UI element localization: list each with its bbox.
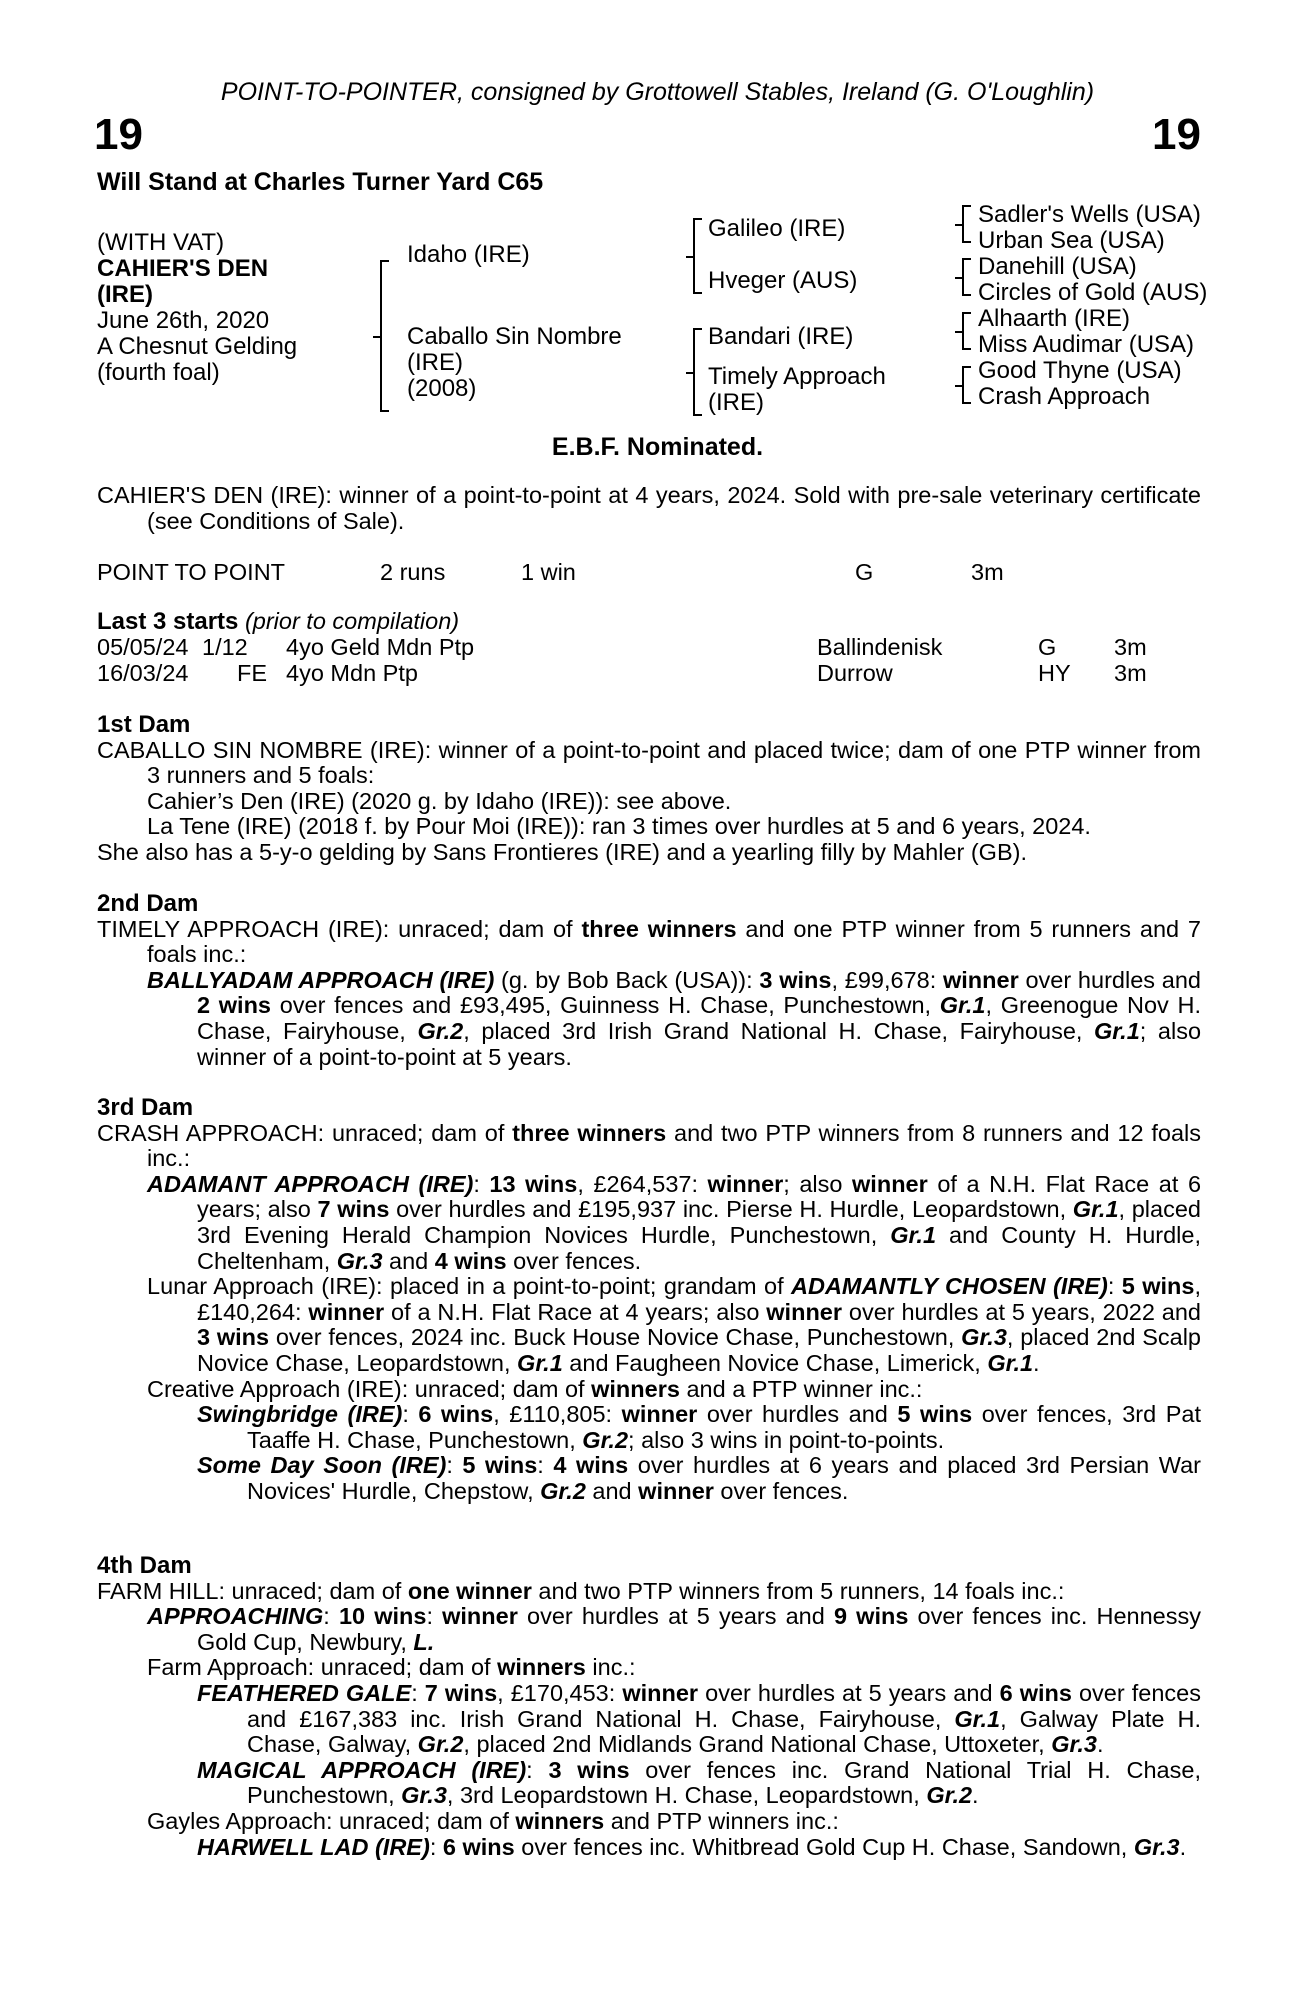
gen3-5: Alhaarth (IRE) bbox=[978, 305, 1131, 332]
dam-dam bbox=[708, 364, 886, 416]
dam-country: (IRE) bbox=[407, 349, 463, 376]
race-distance: 3m bbox=[1114, 634, 1147, 660]
pedigree-brace-7 bbox=[962, 366, 971, 404]
produce-entry: FEATHERED GALE: 7 wins, £170,453: winner over hurdles at 5 years and 6 wins over fences and £167,383 inc. Irish Grand National H. Chase, Fairyhouse, Gr.1, Galway Plate H. Chase, Galway, Gr.2, placed 2nd Midlands Grand National Chase, Uttoxeter, Gr.3. bbox=[197, 1679, 1201, 1758]
pedigree-brace-4 bbox=[962, 205, 971, 243]
gen3-6: Miss Audimar (USA) bbox=[978, 331, 1195, 358]
dam-note: She also has a 5-y-o gelding by Sans Frontieres (IRE) and a yearling filly by Mahler (GB). bbox=[97, 838, 1027, 865]
lot-number-left: 19 bbox=[94, 110, 143, 159]
race-going: HY bbox=[1038, 660, 1071, 686]
gen3-3: Danehill (USA) bbox=[978, 253, 1137, 280]
stand-location: Will Stand at Charles Turner Yard C65 bbox=[97, 168, 544, 196]
sire-dam: Hveger (AUS) bbox=[708, 267, 858, 294]
last-starts-note: (prior to compilation) bbox=[244, 608, 460, 634]
produce-entry: MAGICAL APPROACH (IRE): 3 wins over fences inc. Grand National Trial H. Chase, Punchestown, Gr.3, 3rd Leopardstown H. Chase, Leopardstown, Gr.2. bbox=[197, 1756, 1201, 1809]
dam-paragraph: CABALLO SIN NOMBRE (IRE): winner of a point-to-point and placed twice; dam of one PTP winner from 3 runners and 5 foals: bbox=[97, 736, 1201, 789]
race-position: 1/12 bbox=[202, 634, 248, 660]
section-heading: 4th Dam bbox=[97, 1552, 192, 1579]
first-dam-section bbox=[97, 712, 1201, 866]
dam-dam-country: (IRE) bbox=[708, 389, 764, 416]
produce-entry: Cahier’s Den (IRE) (2020 g. by Idaho (IRE)): see above. bbox=[147, 787, 732, 814]
stats-wins: 1 win bbox=[521, 559, 576, 585]
last-starts-title: Last 3 starts bbox=[97, 608, 239, 635]
produce-entry: ADAMANT APPROACH (IRE): 13 wins, £264,537: winner; also winner of a N.H. Flat Race at 6 years; also 7 wins over hurdles and £195,937 inc. Pierse H. Hurdle, Leopardstown, Gr.1, placed 3rd Evening Herald Champion Novices Hurdle, Punchestown, Gr.1 and County H. Hurdle, Cheltenham, Gr.3 and 4 wins over fences. bbox=[147, 1170, 1202, 1274]
pedigree-brace-5 bbox=[962, 258, 971, 296]
gen3-8: Crash Approach bbox=[978, 383, 1151, 410]
third-dam-section bbox=[97, 1095, 1201, 1505]
produce-entry: APPROACHING: 10 wins: winner over hurdles at 5 years and 9 wins over fences inc. Hennessy Gold Cup, Newbury, L. bbox=[147, 1603, 1201, 1655]
pedigree-brace-6 bbox=[962, 312, 971, 350]
summary-text: CAHIER'S DEN (IRE): winner of a point-to-point at 4 years, 2024. Sold with pre-sale veterinary certificate (see Conditions of Sale). bbox=[97, 482, 1201, 534]
gen3-1: Sadler's Wells (USA) bbox=[978, 201, 1201, 228]
produce-entry: Creative Approach (IRE): unraced; dam of winners and a PTP winner inc.: bbox=[147, 1375, 923, 1402]
lot-header: POINT-TO-POINTER, consigned by Grottowell Stables, Ireland (G. O'Loughlin) bbox=[220, 78, 1095, 106]
pedigree-brace-1 bbox=[380, 260, 389, 412]
section-heading: 3rd Dam bbox=[97, 1094, 194, 1121]
horse-country: (IRE) bbox=[97, 281, 153, 308]
horse-info bbox=[97, 230, 297, 386]
produce-entry: Gayles Approach: unraced; dam of winners and PTP winners inc.: bbox=[147, 1807, 839, 1834]
dam-dam-name: Timely Approach bbox=[708, 363, 886, 390]
horse-dob: June 26th, 2020 bbox=[97, 307, 270, 334]
gen3-7: Good Thyne (USA) bbox=[978, 357, 1182, 384]
race-position: FE bbox=[237, 660, 268, 686]
dam bbox=[407, 324, 622, 402]
vat-note: (WITH VAT) bbox=[97, 229, 225, 256]
dam-name: Caballo Sin Nombre bbox=[407, 323, 622, 350]
produce-entry: Swingbridge (IRE): 6 wins, £110,805: winner over hurdles and 5 wins over fences, 3rd Pat Taaffe H. Chase, Punchestown, Gr.2; also 3 wins in point-to-points. bbox=[197, 1401, 1201, 1453]
race-course: Ballindenisk bbox=[817, 634, 943, 660]
stats-runs: 2 runs bbox=[380, 559, 446, 585]
pedigree-gen3 bbox=[978, 202, 1207, 410]
dam-paragraph: TIMELY APPROACH (IRE): unraced; dam of three winners and one PTP winner from 5 runners and 7 foals inc.: bbox=[97, 915, 1202, 968]
pedigree-brace-3 bbox=[693, 328, 702, 416]
race-distance: 3m bbox=[1114, 660, 1147, 686]
stats-distance: 3m bbox=[971, 559, 1004, 585]
stats-type: POINT TO POINT bbox=[97, 559, 286, 585]
dam-paragraph: FARM HILL: unraced; dam of one winner and two PTP winners from 5 runners, 14 foals inc.: bbox=[97, 1577, 1065, 1604]
sire: Idaho (IRE) bbox=[407, 241, 530, 268]
section-heading: 1st Dam bbox=[97, 711, 191, 738]
produce-entry: Lunar Approach (IRE): placed in a point-to-point; grandam of ADAMANTLY CHOSEN (IRE): 5 wins, £140,264: winner of a N.H. Flat Race at 4 years; also winner over hurdles at 5 years, 2022 and 3 wins over fences, 2024 inc. Buck House Novice Chase, Punchestown, Gr.3, placed 2nd Scalp Novice Chase, Leopardstown, Gr.1 and Faugheen Novice Chase, Limerick, Gr.1. bbox=[147, 1273, 1202, 1376]
dam-sire: Bandari (IRE) bbox=[708, 323, 854, 350]
produce-entry: Some Day Soon (IRE): 5 wins: 4 wins over hurdles at 6 years and placed 3rd Persian War Novices' Hurdle, Chepstow, Gr.2 and winner over fences. bbox=[197, 1452, 1201, 1504]
sire-sire: Galileo (IRE) bbox=[708, 215, 846, 242]
lot-number-right: 19 bbox=[1152, 110, 1201, 159]
race-date: 16/03/24 bbox=[97, 660, 189, 686]
ebf-nominated: E.B.F. Nominated. bbox=[551, 433, 764, 461]
stats-going: G bbox=[855, 559, 874, 585]
foal-number: (fourth foal) bbox=[97, 359, 220, 386]
gen3-4: Circles of Gold (AUS) bbox=[978, 279, 1208, 306]
dam-year: (2008) bbox=[407, 375, 477, 402]
race-name: 4yo Geld Mdn Ptp bbox=[286, 634, 475, 660]
horse-summary bbox=[97, 483, 1201, 534]
last-starts-heading bbox=[97, 609, 459, 635]
dam-paragraph: CRASH APPROACH: unraced; dam of three winners and two PTP winners from 8 runners and 12 foals inc.: bbox=[97, 1119, 1202, 1172]
produce-entry: BALLYADAM APPROACH (IRE) (g. by Bob Back (USA)): 3 wins, £99,678: winner over hurdles and 2 wins over fences and £93,495, Guinness H. Chase, Punchestown, Gr.1, Greenogue Nov H. Chase, Fairyhouse, Gr.2, placed 3rd Irish Grand National H. Chase, Fairyhouse, Gr.1; also winner of a point-to-point at 5 years. bbox=[147, 966, 1202, 1070]
section-heading: 2nd Dam bbox=[97, 890, 199, 917]
second-dam-section bbox=[97, 891, 1201, 1070]
pedigree-brace-2 bbox=[693, 218, 702, 294]
race-date: 05/05/24 bbox=[97, 634, 189, 660]
horse-name: CAHIER'S DEN bbox=[97, 255, 269, 282]
horse-description: A Chesnut Gelding bbox=[97, 333, 298, 360]
race-going: G bbox=[1038, 634, 1057, 660]
gen3-2: Urban Sea (USA) bbox=[978, 227, 1165, 254]
race-name: 4yo Mdn Ptp bbox=[286, 660, 418, 686]
produce-entry: La Tene (IRE) (2018 f. by Pour Moi (IRE)): ran 3 times over hurdles at 5 and 6 years, 2024. bbox=[147, 813, 1091, 840]
race-course: Durrow bbox=[817, 660, 893, 686]
produce-entry: HARWELL LAD (IRE): 6 wins over fences inc. Whitbread Gold Cup H. Chase, Sandown, Gr.3. bbox=[197, 1833, 1187, 1860]
produce-entry: Farm Approach: unraced; dam of winners inc.: bbox=[147, 1654, 636, 1681]
fourth-dam-section bbox=[97, 1553, 1201, 1860]
